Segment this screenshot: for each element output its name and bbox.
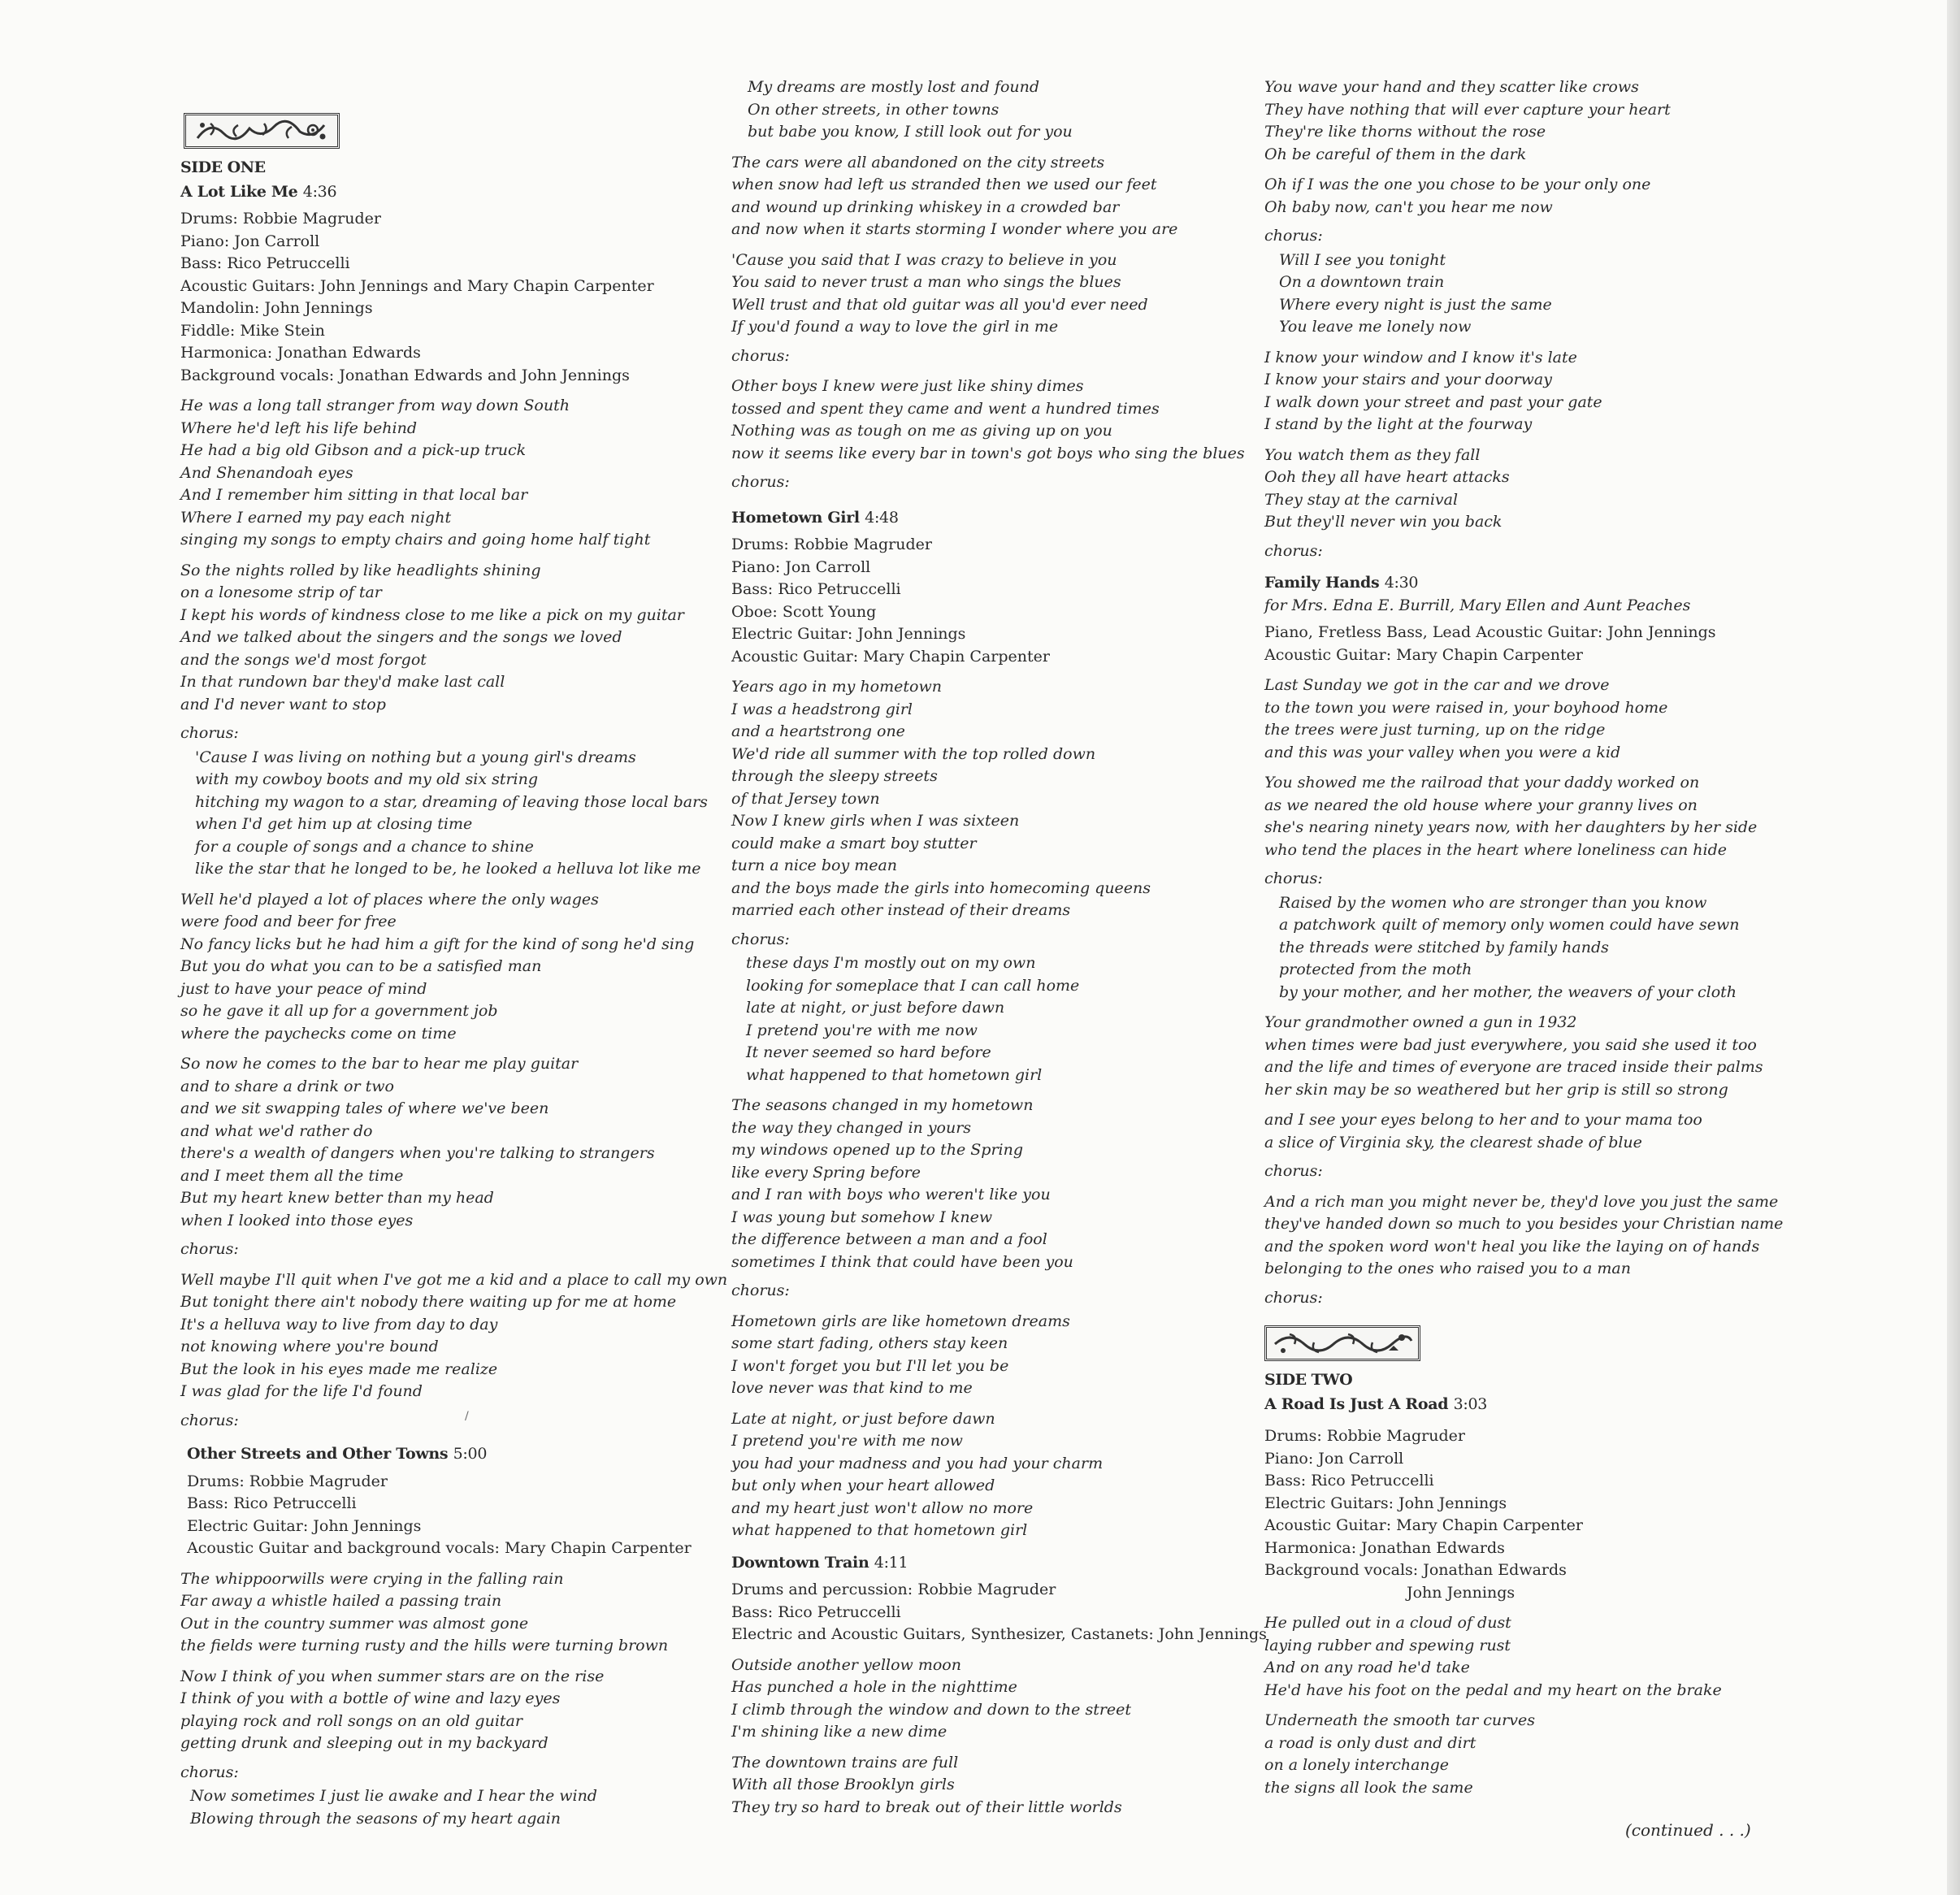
- lyric-line: and the spoken word won't heal you like the laying on of hands: [1264, 1237, 1760, 1255]
- lyric-line: Well he'd played a lot of places where the only wages: [180, 890, 599, 908]
- lyric-line: And a rich man you might never be, they'd love you just the same: [1264, 1192, 1779, 1211]
- lyric-line: Well trust and that old guitar was all you'd ever need: [731, 295, 1148, 314]
- chorus-label: chorus:: [1264, 541, 1323, 560]
- lyric-line: to the town you were raised in, your boyhood home: [1264, 698, 1668, 717]
- lyric-line: They try so hard to break out of their little worlds: [731, 1797, 1122, 1816]
- lyric-line: It's a helluva way to live from day to day: [180, 1315, 498, 1333]
- chorus-label: chorus:: [1264, 1162, 1323, 1180]
- lyric-line: And I remember him sitting in that local bar: [180, 486, 528, 504]
- lyric-verse: [731, 1654, 1260, 1744]
- lyric-line: through the sleepy streets: [731, 767, 938, 785]
- lyric-verse: [731, 1311, 1260, 1400]
- lyric-verse: [731, 676, 1260, 922]
- chorus-label: chorus:: [731, 1281, 790, 1299]
- lyric-line: On a downtown train: [1279, 273, 1445, 291]
- lyric-line: they've handed down so much to you besides your Christian name: [1264, 1215, 1784, 1233]
- lyric-line: But the look in his eyes made me realize: [180, 1359, 498, 1378]
- lyric-line: and I'd never want to stop: [180, 695, 386, 713]
- lyric-line: by your mother, and her mother, the weavers of your cloth: [1279, 982, 1737, 1001]
- lyric-line: I think of you with a bottle of wine and lazy eyes: [180, 1689, 561, 1707]
- lyric-line: So now he comes to the bar to hear me play guitar: [180, 1055, 579, 1073]
- lyric-line: but babe you know, I still look out for you: [748, 123, 1073, 141]
- credit-line: Bass: Rico Petruccelli: [731, 1602, 901, 1621]
- lyric-line: He'd have his foot on the pedal and my heart on the brake: [1264, 1680, 1722, 1699]
- lyric-line: tossed and spent they came and went a hundred times: [731, 399, 1160, 418]
- chorus-label: chorus:: [731, 346, 790, 365]
- lyric-line: I'm shining like a new dime: [731, 1723, 947, 1741]
- lyric-line: like the star that he longed to be, he looked a helluva lot like me: [195, 860, 701, 878]
- lyric-line: and I meet them all the time: [180, 1166, 404, 1185]
- credit-line: Acoustic Guitar: Mary Chapin Carpenter: [1264, 645, 1583, 664]
- chorus-label: chorus:: [180, 724, 239, 742]
- chorus-label: chorus:: [180, 1411, 239, 1429]
- lyric-verse: [1264, 1012, 1793, 1101]
- lyric-line: You leave me lonely now: [1279, 318, 1472, 336]
- credit-line: Drums: Robbie Magruder: [731, 536, 932, 553]
- lyric-line: If you'd found a way to love the girl in me: [731, 318, 1059, 336]
- lyric-line: were food and beer for free: [180, 913, 397, 930]
- credit-line: Harmonica: Jonathan Edwards: [1264, 1538, 1505, 1557]
- credit-line: Acoustic Guitar: Mary Chapin Carpenter: [1264, 1516, 1583, 1534]
- lyric-line: married each other instead of their dreams: [731, 901, 1071, 919]
- credit-line: Drums: Robbie Magruder: [187, 1472, 388, 1490]
- credit-line: Drums: Robbie Magruder: [180, 210, 381, 228]
- lyric-line: With all those Brooklyn girls: [731, 1776, 955, 1793]
- lyric-line: what happened to that hometown girl: [731, 1521, 1028, 1539]
- lyric-line: So the nights rolled by like headlights shining: [180, 561, 541, 579]
- lyric-line: late at night, or just before dawn: [746, 999, 1005, 1017]
- lyric-chorus: [748, 76, 1260, 144]
- song-duration: 5:00: [453, 1445, 488, 1463]
- credit-line: Background vocals: Jonathan Edwards and John Jennings: [180, 366, 630, 384]
- lyric-verse: [1264, 674, 1793, 764]
- lyric-line: these days I'm mostly out on my own: [746, 954, 1036, 972]
- lyric-line: Where I earned my pay each night: [180, 508, 452, 527]
- lyric-line: The whippoorwills were crying in the falling rain: [180, 1569, 564, 1588]
- lyric-line: a slice of Virginia sky, the clearest shade of blue: [1264, 1133, 1642, 1151]
- lyric-verse: [731, 152, 1260, 241]
- song-title-text: A Road Is Just A Road: [1264, 1394, 1449, 1413]
- lyric-line: playing rock and roll songs on an old guitar: [180, 1711, 523, 1730]
- lyric-line: like every Spring before: [731, 1163, 921, 1182]
- credit-line: Piano: Jon Carroll: [180, 232, 320, 250]
- lyric-line: Late at night, or just before dawn: [731, 1409, 995, 1428]
- credit-line: Harmonica: Jonathan Edwards: [180, 344, 421, 362]
- lyric-line: and to share a drink or two: [180, 1077, 394, 1095]
- lyric-line: Far away a whistle hailed a passing train: [180, 1592, 502, 1610]
- lyric-verse: [1264, 1109, 1793, 1154]
- lyric-line: But they'll never win you back: [1264, 513, 1503, 531]
- lyric-line: some start fading, others stay keen: [731, 1334, 1008, 1352]
- lyric-line: The cars were all abandoned on the city streets: [731, 153, 1105, 171]
- lyric-line: And on any road he'd take: [1264, 1659, 1470, 1676]
- song-title-text: Family Hands: [1264, 574, 1380, 592]
- credit-line: Piano: Jon Carroll: [731, 557, 871, 576]
- lyric-chorus: [190, 1785, 709, 1830]
- song-dedication: for Mrs. Edna E. Burrill, Mary Ellen and Aunt Peaches: [1264, 596, 1691, 614]
- credits: [180, 208, 709, 387]
- credit-line: Bass: Rico Petruccelli: [180, 254, 350, 272]
- lyric-line: I was glad for the life I'd found: [180, 1382, 423, 1400]
- lyric-line: Years ago in my hometown: [731, 678, 942, 696]
- continued-note: (continued . . .): [1625, 1820, 1751, 1840]
- lyric-line: the trees were just turning, up on the ridge: [1264, 721, 1606, 739]
- lyric-line: I know your window and I know it's late: [1264, 348, 1577, 366]
- lyric-verse: [180, 1269, 728, 1403]
- lyric-verse: [1264, 174, 1793, 219]
- lyric-line: It never seemed so hard before: [746, 1043, 991, 1061]
- song-title-family-hands: [1264, 572, 1793, 595]
- credit-line: Piano, Fretless Bass, Lead Acoustic Guitar: John Jennings: [1264, 623, 1716, 641]
- lyric-line: But you do what you can to be a satisfied man: [180, 957, 542, 975]
- lyric-verse: [180, 889, 709, 1046]
- lyric-line: Oh baby now, can't you hear me now: [1264, 197, 1553, 216]
- lyric-line: and now when it starts storming I wonder where you are: [731, 220, 1178, 238]
- credits: [1264, 622, 1793, 666]
- lyric-line: Outside another yellow moon: [731, 1655, 961, 1674]
- song-duration: 4:36: [302, 182, 337, 201]
- credit-line: Background vocals: Jonathan Edwards: [1264, 1561, 1567, 1579]
- lyric-line: and we sit swapping tales of where we've been: [180, 1099, 549, 1117]
- lyric-line: They have nothing that will ever capture your heart: [1264, 100, 1671, 119]
- lyric-line: He had a big old Gibson and a pick-up truck: [180, 441, 527, 459]
- lyric-verse: [180, 560, 709, 717]
- song-title-a-road-is-just-a-road: [1264, 1394, 1793, 1416]
- song-title-hometown-girl: [731, 507, 1260, 530]
- lyric-verse: [180, 395, 709, 552]
- lyric-line: I kept his words of kindness close to me like a pick on my guitar: [180, 605, 684, 624]
- lyric-line: Last Sunday we got in the car and we drove: [1264, 676, 1610, 694]
- lyric-line: You said to never trust a man who sings the blues: [731, 273, 1121, 291]
- credit-line: Drums: Robbie Magruder: [1264, 1427, 1465, 1445]
- lyric-line: I was a headstrong girl: [731, 700, 913, 718]
- credit-line: Mandolin: John Jennings: [180, 299, 373, 317]
- lyric-verse: [1264, 1710, 1793, 1799]
- lyric-line: her skin may be so weathered but her grip is still so strong: [1264, 1080, 1728, 1099]
- lyric-line: Where every night is just the same: [1279, 295, 1552, 314]
- lyric-line: now it seems like every bar in town's got boys who sing the blues: [731, 444, 1245, 462]
- side-two-heading: SIDE TWO: [1264, 1371, 1353, 1389]
- lyric-line: turn a nice boy mean: [731, 856, 898, 874]
- lyric-line: 'Cause you said that I was crazy to believe in you: [731, 250, 1117, 269]
- lyric-line: and my heart just won't allow no more: [731, 1498, 1034, 1517]
- lyric-line: a patchwork quilt of memory only women could have sewn: [1279, 916, 1740, 934]
- lyric-line: 'Cause I was living on nothing but a young girl's dreams: [195, 748, 636, 766]
- lyric-line: a road is only dust and dirt: [1264, 1733, 1477, 1752]
- lyric-line: for a couple of songs and a chance to shine: [195, 837, 534, 856]
- lyric-line: looking for someplace that I can call home: [746, 976, 1080, 995]
- lyric-verse: [1264, 444, 1793, 534]
- lyric-line: where the paychecks come on time: [180, 1024, 457, 1043]
- lyric-line: They're like thorns without the rose: [1264, 123, 1546, 141]
- credit-line: Piano: Jon Carroll: [1264, 1449, 1404, 1468]
- lyric-line: the signs all look the same: [1264, 1778, 1473, 1797]
- lyric-line: But my heart knew better than my head: [180, 1189, 494, 1207]
- lyric-line: No fancy licks but he had him a gift for the kind of song he'd sing: [180, 934, 695, 953]
- lyric-line: laying rubber and spewing rust: [1264, 1636, 1511, 1654]
- lyric-line: with my cowboy boots and my old six string: [195, 770, 539, 788]
- lyric-line: Now I think of you when summer stars are on the rise: [180, 1667, 605, 1685]
- lyric-line: He pulled out in a cloud of dust: [1264, 1614, 1511, 1632]
- song-title-downtown-train: [731, 1552, 1260, 1575]
- lyric-line: there's a wealth of dangers when you're talking to strangers: [180, 1144, 655, 1162]
- lyric-line: as we neared the old house where your granny lives on: [1264, 796, 1698, 814]
- lyric-line: Hometown girls are like hometown dreams: [731, 1312, 1070, 1330]
- song-title-text: Downtown Train: [731, 1553, 869, 1572]
- lyric-line: and the songs we'd most forgot: [180, 650, 427, 669]
- lyric-verse: [180, 1568, 709, 1658]
- lyric-line: Your grandmother owned a gun in 1932: [1264, 1013, 1577, 1031]
- lyric-line: and what we'd rather do: [180, 1121, 373, 1140]
- lyric-line: I was young but somehow I knew: [731, 1208, 993, 1226]
- lyric-line: she's nearing ninety years now, with her daughters by her side: [1264, 818, 1758, 836]
- lyric-line: Out in the country summer was almost gone: [180, 1614, 529, 1633]
- chorus-label: chorus:: [731, 473, 790, 491]
- lyric-line: singing my songs to empty chairs and going home half tight: [180, 531, 651, 549]
- credits: [731, 534, 1260, 668]
- lyric-line: but only when your heart allowed: [731, 1477, 995, 1494]
- chorus-label: chorus:: [180, 1240, 239, 1258]
- credit-line: Electric Guitar: John Jennings: [731, 625, 966, 643]
- lyric-verse: [1264, 1191, 1793, 1281]
- lyric-line: protected from the moth: [1279, 961, 1472, 978]
- lyric-line: hitching my wagon to a star, dreaming of leaving those local bars: [195, 792, 708, 811]
- credit-line: Bass: Rico Petruccelli: [731, 580, 901, 598]
- lyric-line: My dreams are mostly lost and found: [748, 78, 1040, 96]
- column-2: [731, 76, 1267, 1819]
- credits: [187, 1471, 709, 1560]
- lyric-verse: [731, 375, 1260, 465]
- lyric-line: who tend the places in the heart where loneliness can hide: [1264, 840, 1728, 859]
- lyric-line: You wave your hand and they scatter like crows: [1264, 78, 1639, 96]
- lyric-line: I climb through the window and down to the street: [731, 1700, 1132, 1719]
- lyric-line: what happened to that hometown girl: [746, 1065, 1043, 1084]
- credits: [1264, 1425, 1793, 1582]
- lyric-line: and I see your eyes belong to her and to your mama too: [1264, 1111, 1702, 1129]
- lyric-line: and wound up drinking whiskey in a crowded bar: [731, 197, 1120, 216]
- lyric-chorus: [195, 747, 709, 881]
- credit-line: Drums and percussion: Robbie Magruder: [731, 1581, 1056, 1598]
- side-two-ornament: [1264, 1325, 1420, 1361]
- lyric-line: could make a smart boy stutter: [731, 834, 977, 852]
- lyric-line: just to have your peace of mind: [180, 979, 427, 998]
- lyric-line: and a heartstrong one: [731, 722, 905, 740]
- lyric-line: you had your madness and you had your charm: [731, 1454, 1104, 1472]
- song-duration: 4:48: [865, 508, 899, 527]
- lyric-line: Nothing was as tough on me as giving up on you: [731, 422, 1112, 440]
- credit-line: Bass: Rico Petruccelli: [1264, 1472, 1434, 1490]
- lyric-line: belonging to the ones who raised you to a man: [1264, 1260, 1631, 1277]
- lyric-line: the difference between a man and a fool: [731, 1230, 1047, 1248]
- credits: [731, 1579, 1267, 1646]
- side-one-heading: SIDE ONE: [180, 158, 266, 176]
- credit-line: Acoustic Guitars: John Jennings and Mary Chapin Carpenter: [180, 276, 654, 295]
- chorus-label: chorus:: [1264, 227, 1323, 245]
- lyric-verse: [180, 1666, 709, 1755]
- lyric-verse: [1264, 1612, 1793, 1702]
- song-title-text: A Lot Like Me: [180, 182, 298, 201]
- lyric-line: I know your stairs and your doorway: [1264, 371, 1552, 388]
- lyric-line: the way they changed in yours: [731, 1118, 972, 1137]
- lyric-line: You watch them as they fall: [1264, 445, 1481, 464]
- song-title-text: Other Streets and Other Towns: [187, 1445, 449, 1463]
- lyric-line: Now sometimes I just lie awake and I hear the wind: [190, 1787, 597, 1805]
- lyric-line: of that Jersey town: [731, 789, 880, 808]
- song-duration: 3:03: [1453, 1394, 1488, 1413]
- credit-line: Oboe: Scott Young: [731, 602, 877, 621]
- lyric-line: But tonight there ain't nobody there waiting up for me at home: [180, 1293, 677, 1311]
- lyric-line: when I looked into those eyes: [180, 1211, 414, 1229]
- chorus-label: chorus:: [1264, 869, 1323, 887]
- lyric-line: Now I knew girls when I was sixteen: [731, 812, 1020, 830]
- lyric-line: We'd ride all summer with the top rolled down: [731, 744, 1096, 763]
- credit-line: John Jennings: [1407, 1583, 1516, 1602]
- lyric-line: and the life and times of everyone are traced inside their palms: [1264, 1058, 1763, 1076]
- lyric-chorus: [1279, 892, 1793, 1004]
- lyric-chorus: [746, 952, 1260, 1086]
- lyric-verse: [731, 249, 1260, 339]
- lyric-line: Well maybe I'll quit when I've got me a kid and a place to call my own: [180, 1270, 728, 1289]
- lyric-line: and the boys made the girls into homecoming queens: [731, 878, 1151, 897]
- credit-line: Fiddle: Mike Stein: [180, 321, 325, 340]
- lyric-verse: [180, 1053, 709, 1232]
- column-1: [180, 76, 728, 1830]
- credit-line: Electric and Acoustic Guitars, Synthesizer, Castanets: John Jennings: [731, 1625, 1267, 1643]
- lyric-line: when I'd get him up at closing time: [195, 815, 473, 833]
- lyric-line: not knowing where you're bound: [180, 1338, 439, 1355]
- song-title-other-streets: [187, 1443, 709, 1466]
- chorus-label: chorus:: [1264, 1288, 1323, 1307]
- lyric-line: Underneath the smooth tar curves: [1264, 1711, 1535, 1729]
- lyric-line: In that rundown bar they'd make last call: [180, 673, 505, 691]
- lyric-line: and I ran with boys who weren't like you: [731, 1186, 1051, 1203]
- column-3: [1264, 76, 1793, 1799]
- lyric-line: Where he'd left his life behind: [180, 418, 418, 437]
- lyric-line: Ooh they all have heart attacks: [1264, 468, 1510, 486]
- credit-line: Acoustic Guitar: Mary Chapin Carpenter: [731, 647, 1050, 666]
- lyric-line: And Shenandoah eyes: [180, 463, 353, 482]
- page-edge-shadow: [1947, 0, 1960, 1895]
- lyric-line: Other boys I knew were just like shiny dimes: [731, 377, 1084, 395]
- lyric-line: Will I see you tonight: [1279, 250, 1446, 269]
- lyric-line: so he gave it all up for a government job: [180, 1002, 498, 1020]
- lyric-line: love never was that kind to me: [731, 1379, 973, 1397]
- lyric-line: the fields were turning rusty and the hills were turning brown: [180, 1637, 669, 1654]
- lyric-verse: [731, 1095, 1260, 1273]
- lyric-line: I won't forget you but I'll let you be: [731, 1356, 1009, 1375]
- lyric-line: I pretend you're with me now: [746, 1021, 978, 1039]
- lyric-line: Oh be careful of them in the dark: [1264, 145, 1527, 163]
- lyric-line: Has punched a hole in the nighttime: [731, 1678, 1017, 1696]
- lyric-verse: [731, 1408, 1260, 1542]
- lyric-line: my windows opened up to the Spring: [731, 1141, 1023, 1159]
- side-one-ornament: [184, 113, 340, 149]
- lyric-line: sometimes I think that could have been you: [731, 1252, 1073, 1271]
- lyric-verse: [731, 1752, 1260, 1819]
- lyric-line: when snow had left us stranded then we used our feet: [731, 176, 1157, 193]
- lyric-verse: [1264, 772, 1793, 861]
- lyric-line: on a lonesome strip of tar: [180, 583, 382, 601]
- lyric-line: on a lonely interchange: [1264, 1756, 1450, 1774]
- lyric-line: And we talked about the singers and the songs we loved: [180, 628, 622, 646]
- song-title-text: Hometown Girl: [731, 508, 860, 527]
- chorus-label: chorus:: [180, 1763, 239, 1781]
- lyric-verse: [1264, 347, 1793, 436]
- lyric-line: I walk down your street and past your gate: [1264, 392, 1602, 411]
- lyric-line: when times were bad just everywhere, you said she used it too: [1264, 1035, 1757, 1054]
- lyric-line: I pretend you're with me now: [731, 1432, 963, 1450]
- lyric-line: Oh if I was the one you chose to be your only one: [1264, 176, 1651, 193]
- lyric-line: the threads were stitched by family hands: [1279, 938, 1609, 956]
- lyric-line: They stay at the carnival: [1264, 490, 1459, 509]
- stray-mark: /: [465, 1410, 469, 1423]
- credit-line: Acoustic Guitar and background vocals: Mary Chapin Carpenter: [187, 1539, 692, 1557]
- credit-line: Electric Guitar: John Jennings: [187, 1516, 422, 1535]
- song-title-a-lot-like-me: [180, 181, 709, 204]
- lyric-line: getting drunk and sleeping out in my backyard: [180, 1734, 549, 1752]
- lyric-line: Blowing through the seasons of my heart again: [190, 1809, 562, 1828]
- lyric-line: On other streets, in other towns: [748, 100, 1000, 119]
- lyric-line: and this was your valley when you were a kid: [1264, 743, 1621, 761]
- chorus-label: chorus:: [731, 930, 790, 948]
- lyric-line: Raised by the women who are stronger than you know: [1279, 893, 1707, 912]
- lyric-verse: [1264, 76, 1793, 166]
- lyric-line: He was a long tall stranger from way down South: [180, 397, 570, 414]
- lyric-line: You showed me the railroad that your daddy worked on: [1264, 774, 1700, 791]
- lyric-chorus: [1279, 249, 1793, 339]
- lyric-line: The seasons changed in my hometown: [731, 1096, 1034, 1114]
- song-duration: 4:30: [1384, 574, 1419, 592]
- lyric-line: The downtown trains are full: [731, 1753, 959, 1771]
- lyric-line: I stand by the light at the fourway: [1264, 415, 1533, 433]
- credit-line: Electric Guitars: John Jennings: [1264, 1494, 1507, 1512]
- song-duration: 4:11: [874, 1553, 908, 1572]
- credit-line: Bass: Rico Petruccelli: [187, 1494, 357, 1512]
